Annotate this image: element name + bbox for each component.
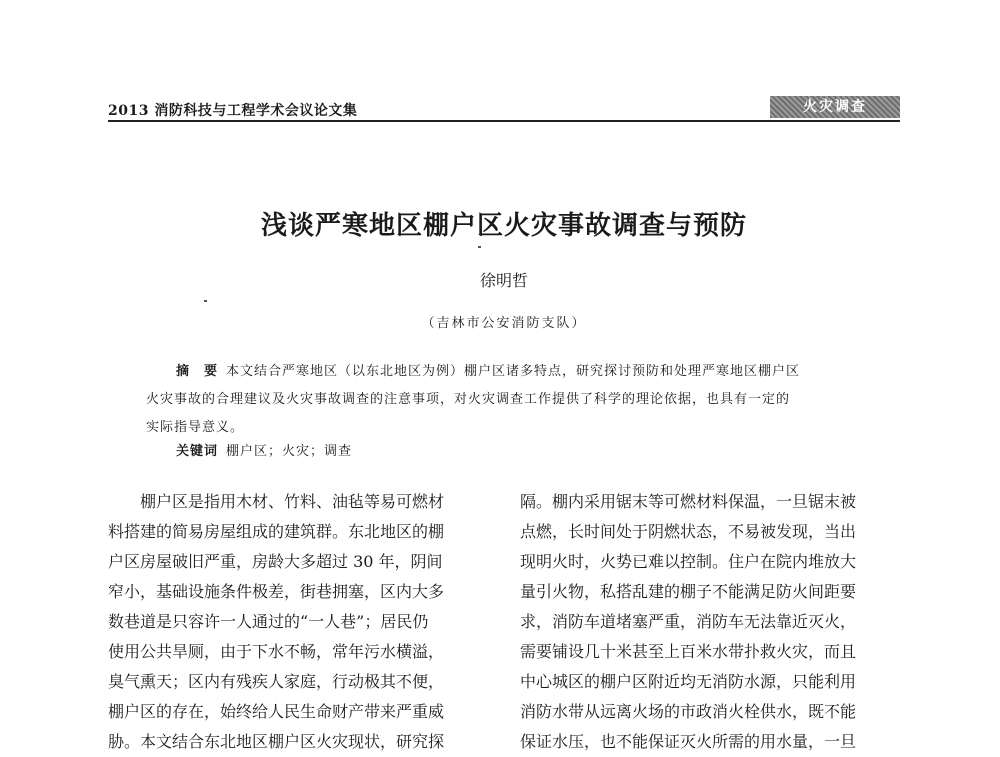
- body-line: 棚户区是指用木材、竹料、油毡等易可燃材: [108, 492, 445, 511]
- body-line: 使用公共旱厕，由于下水不畅，常年污水横溢，: [108, 642, 445, 661]
- body-line: 量引火物，私搭乱建的棚子不能满足防火间距要: [520, 582, 857, 601]
- body-line: 棚户区的存在，始终给人民生命财产带来严重威: [108, 702, 445, 721]
- scan-speck: [478, 246, 481, 248]
- keywords-value: 棚户区；火灾；调查: [226, 444, 353, 459]
- abstract-line: [146, 358, 876, 386]
- abstract-line: 火灾事故的合理建议及火灾事故调查的注意事项，对火灾调查工作提供了科学的理论依据，也具有一定的: [146, 392, 791, 407]
- keywords-label: 关键词: [176, 444, 219, 459]
- body-line: 需要铺设几十米甚至上百米水带扑救火灾，而且: [520, 642, 857, 661]
- body-line: 保证水压，也不能保证灭火所需的用水量，一旦: [520, 732, 857, 751]
- author-name: 徐明哲: [479, 271, 528, 290]
- keywords: [176, 440, 352, 459]
- body-column-left: [108, 487, 488, 757]
- body-line: 料搭建的简易房屋组成的建筑群。东北地区的棚: [108, 522, 445, 541]
- author-affiliation: （吉林市公安消防支队）: [421, 316, 587, 331]
- body-line: 点燃，长时间处于阴燃状态，不易被发现，当出: [520, 522, 857, 541]
- body-line: 臭气熏天；区内有残疾人家庭，行动极其不便，: [108, 672, 445, 691]
- abstract-label: 摘 要: [176, 364, 219, 379]
- body-line: 胁。本文结合东北地区棚户区火灾现状，研究探: [108, 732, 445, 751]
- body-line: 求，消防车道堵塞严重，消防车无法靠近灭火，: [520, 612, 857, 631]
- abstract-line: 实际指导意义。: [146, 420, 245, 435]
- header-rule: [108, 120, 900, 122]
- body-line: 现明火时，火势已难以控制。住户在院内堆放大: [520, 552, 857, 571]
- body-column-right: [520, 487, 900, 757]
- scan-speck: [204, 300, 207, 302]
- section-tag: 火灾调查: [770, 96, 900, 118]
- abstract-text: 本文结合严寒地区（以东北地区为例）棚户区诸多特点，研究探讨预防和处理严寒地区棚户区: [226, 364, 801, 379]
- body-line: 中心城区的棚户区附近均无消防水源，只能利用: [520, 672, 857, 691]
- body-line: 数巷道是只容许一人通过的“一人巷”；居民仍: [108, 612, 429, 631]
- article-title: 浅谈严寒地区棚户区火灾事故调查与预防: [260, 211, 747, 241]
- body-line: 窄小，基础设施条件极差，街巷拥塞，区内大多: [108, 582, 445, 601]
- body-line: 户区房屋破旧严重，房龄大多超过 30 年，阴间: [108, 552, 443, 571]
- abstract: [146, 358, 876, 442]
- journal-title: 2013 消防科技与工程学术会议论文集: [108, 103, 358, 119]
- body-line: 隔。棚内采用锯末等可燃材料保温，一旦锯末被: [520, 492, 857, 511]
- running-header: [108, 96, 900, 122]
- body-line: 消防水带从远离火场的市政消火栓供水，既不能: [520, 702, 857, 721]
